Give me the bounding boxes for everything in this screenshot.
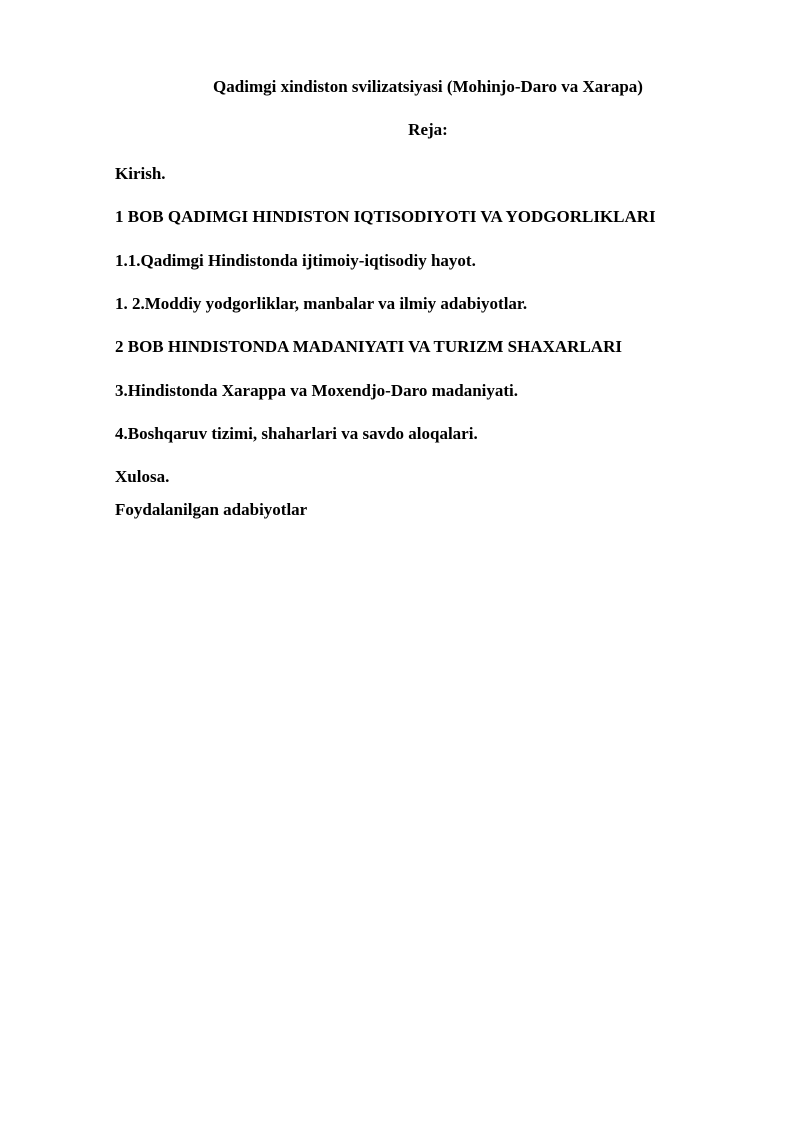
- toc-item-section-1-1: 1.1.Qadimgi Hindistonda ijtimoiy-iqtisodiy hayot.: [115, 251, 476, 270]
- toc-item-references: Foydalanilgan adabiyotlar: [115, 500, 308, 519]
- toc-item-chapter-1: 1 BOB QADIMGI HINDISTON IQTISODIYOTI VA YODGORLIKLARI: [115, 207, 656, 226]
- toc-item-section-3: 3.Hindistonda Xarappa va Moxendjo-Daro madaniyati.: [115, 381, 519, 400]
- document-title: Qadimgi xindiston svilizatsiyasi (Mohinjo-Daro va Xarapa): [213, 77, 643, 96]
- plan-heading: Reja:: [408, 120, 448, 139]
- toc-item-introduction: Kirish.: [115, 164, 166, 183]
- toc-item-section-4: 4.Boshqaruv tizimi, shaharlari va savdo aloqalari.: [115, 424, 478, 443]
- toc-item-section-1-2: 1. 2.Moddiy yodgorliklar, manbalar va ilmiy adabiyotlar.: [115, 294, 528, 313]
- toc-item-conclusion: Xulosa.: [115, 467, 170, 486]
- toc-item-chapter-2: 2 BOB HINDISTONDA MADANIYATI VA TURIZM SHAXARLARI: [115, 337, 622, 356]
